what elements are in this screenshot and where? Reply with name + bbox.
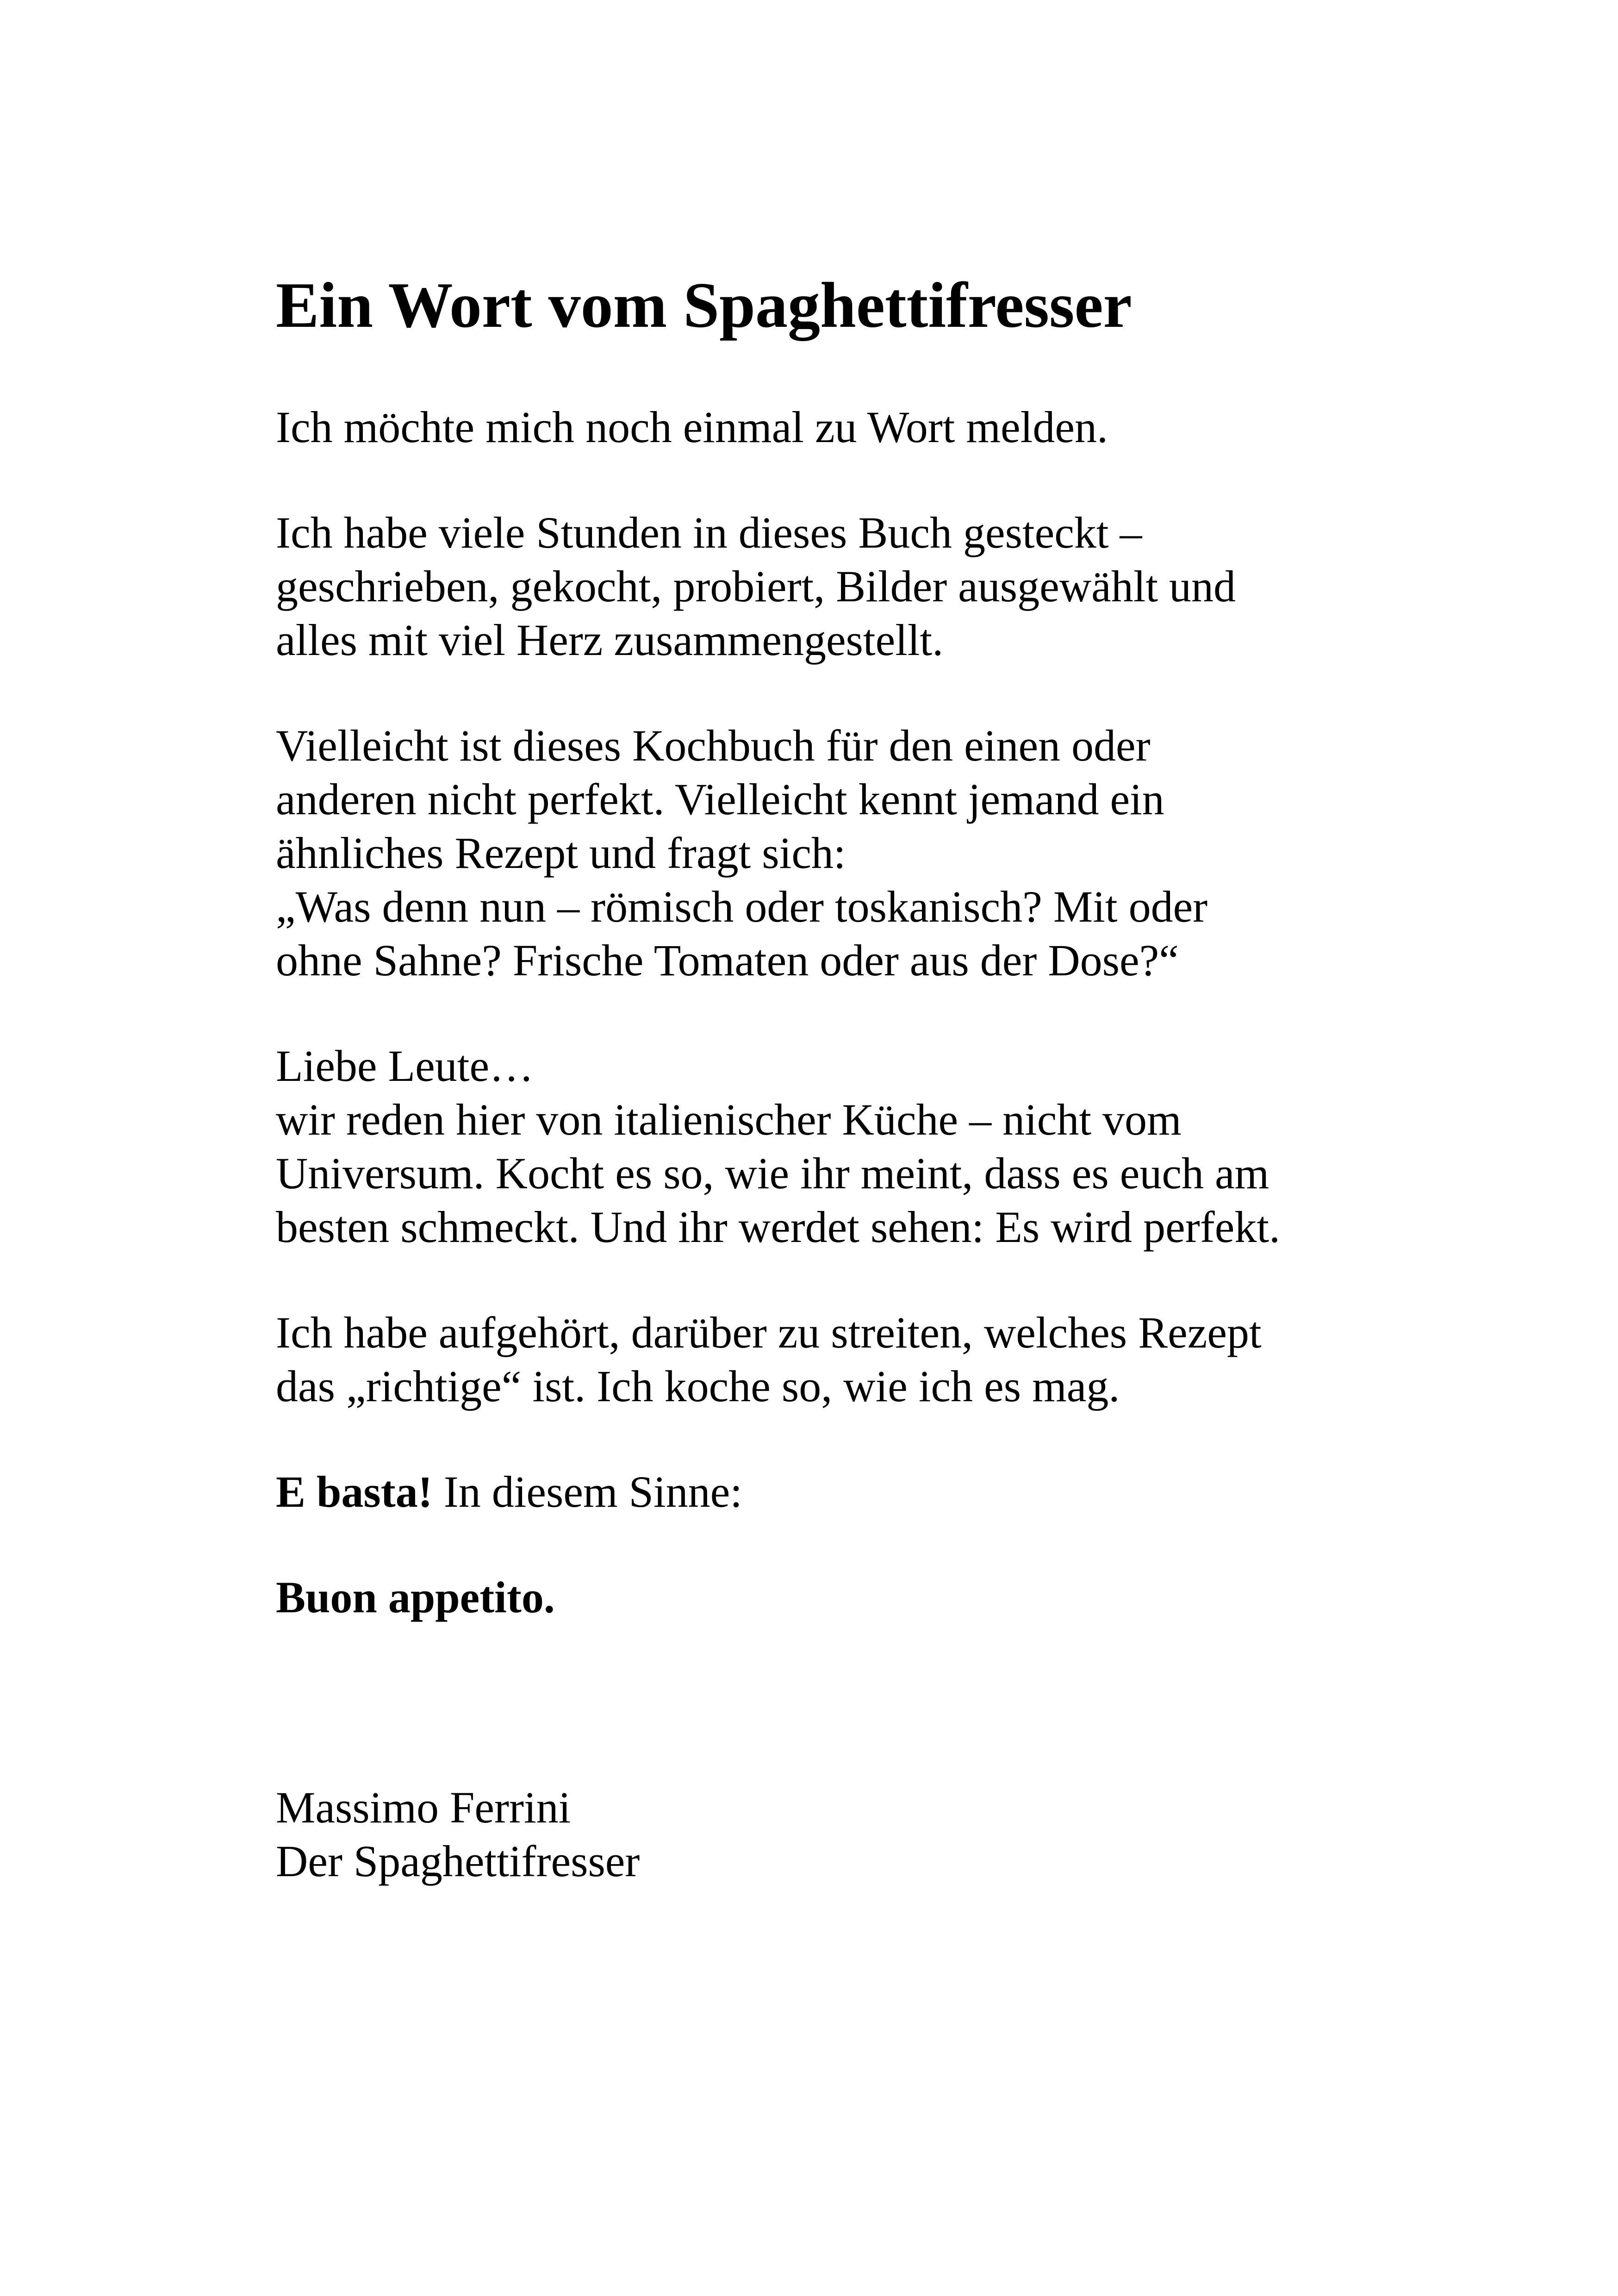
paragraph-line: Universum. Kocht es so, wie ihr meint, dass es euch am [276, 1148, 1270, 1198]
paragraph-question [276, 719, 1396, 987]
closing-line [276, 1465, 1396, 1519]
paragraph-line: Ich möchte mich noch einmal zu Wort melden. [276, 402, 1108, 452]
paragraph-advice [276, 1039, 1396, 1254]
farewell-text: Buon appetito. [276, 1572, 555, 1622]
paragraph-line: besten schmeckt. Und ihr werdet sehen: Es wird perfekt. [276, 1202, 1280, 1252]
closing-emphasis: E basta! [276, 1467, 433, 1516]
paragraph-line: Ich habe aufgehört, darüber zu streiten, welches Rezept [276, 1308, 1262, 1357]
paragraph-line: Ich habe viele Stunden in dieses Buch gesteckt – [276, 508, 1142, 557]
signature-role: Der Spaghettifresser [276, 1836, 640, 1886]
paragraph-line: alles mit viel Herz zusammengestellt. [276, 615, 944, 665]
document-body [276, 400, 1396, 1888]
document-content [276, 265, 1396, 1888]
paragraph-line: „Was denn nun – römisch oder toskanisch? Mit oder [276, 882, 1208, 931]
page-title: Ein Wort vom Spaghettifresser [276, 269, 1132, 341]
paragraph-line: Vielleicht ist dieses Kochbuch für den einen oder [276, 721, 1151, 770]
paragraph-line: anderen nicht perfekt. Vielleicht kennt jemand ein [276, 774, 1164, 824]
signature [276, 1781, 1396, 1888]
paragraph-line: geschrieben, gekocht, probiert, Bilder ausgewählt und [276, 562, 1236, 611]
paragraph-line: ähnliches Rezept und fragt sich: [276, 828, 846, 878]
closing-text: In diesem Sinne: [432, 1467, 742, 1516]
paragraph-line: Liebe Leute… [276, 1041, 534, 1091]
paragraph-line: ohne Sahne? Frische Tomaten oder aus der Dose?“ [276, 936, 1179, 985]
signature-name: Massimo Ferrini [276, 1783, 571, 1832]
paragraph-conclusion [276, 1306, 1396, 1413]
paragraph-effort [276, 506, 1396, 667]
paragraph-line: wir reden hier von italienischer Küche – nicht vom [276, 1095, 1182, 1144]
paragraph-line: das „richtige“ ist. Ich koche so, wie ich es mag. [276, 1361, 1120, 1411]
farewell [276, 1571, 1396, 1624]
paragraph-intro [276, 400, 1396, 454]
